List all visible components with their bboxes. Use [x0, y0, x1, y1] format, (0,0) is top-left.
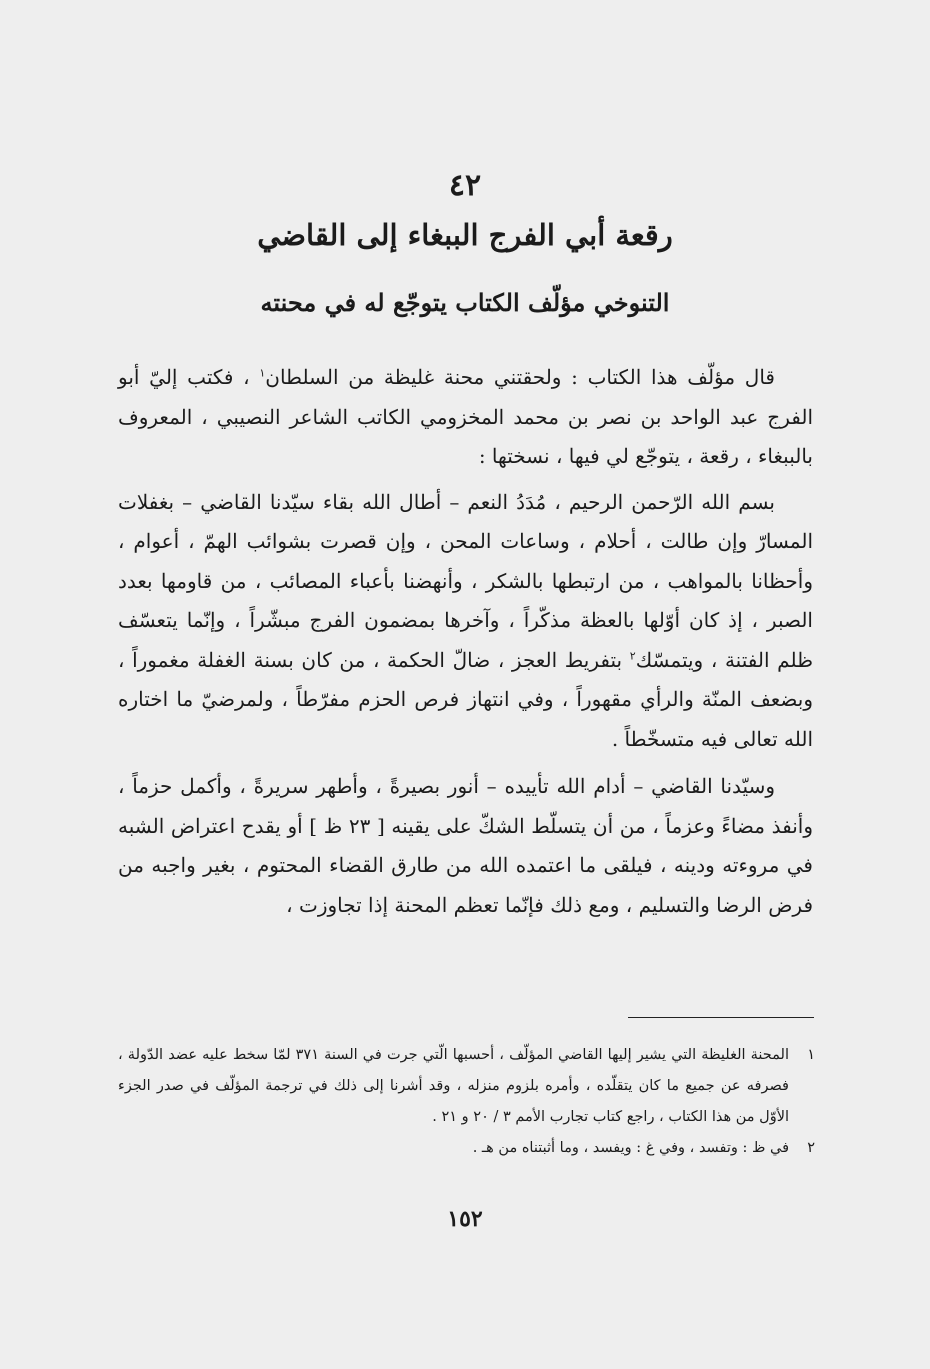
footnote-1	[118, 1040, 815, 1133]
footnote-text: في ظ : وتفسد ، وفي غ : ويفسد ، وما أثبتناه من هـ .	[472, 1140, 789, 1156]
paragraph-text: وسيّدنا القاضي – أدام الله تأييده – أنور بصيرةً ، وأطهر سريرةً ، وأكمل حزماً ، وأنفذ مضاءً وعزماً ، من أن يتسلّط الشكّ على يقينه [ ٢٣ ظ ] أو يقدح اعتراض الشبه في مروءته ودينه ، فيلقى ما اعتمده الله من طارق القضاء المحتوم ، بغير واجبه من فرض الرضا والتسليم ، ومع ذلك فإنّما تعظم المحنة إذا تجاوزت ،	[118, 774, 814, 917]
section-number: ٤٢	[448, 168, 482, 203]
paragraph-2	[118, 483, 813, 760]
footnote-number: ١	[807, 1047, 815, 1063]
paragraph-text: بتفريط العجز ، ضالّ الحكمة ، من كان بسنة الغفلة مغموراً ، وبضعف المنّة والرأي مقهوراً ، وفي انتهاز فرص الحزم مفرّطاً ، ولمرضيّ ما اختاره الله تعالى فيه متسخّطاً .	[118, 647, 813, 751]
footnote-text: المحنة الغليظة التي يشير إليها القاضي المؤلّف ، أحسبها الّتي جرت في السنة ٣٧١ لمّا سخط عليه عضد الدّولة ، فصرفه عن جميع ما كان يتقلّده ، وأمره بلزوم منزله ، وقد أشرنا إلى ذلك في ترجمة المؤلّف في صدر الجزء الأوّل من هذا الكتاب ، راجع كتاب تجارب الأمم ٣ / ٢٠ و ٢١ .	[118, 1047, 789, 1125]
page-title: رقعة أبي الفرج الببغاء إلى القاضي	[257, 218, 673, 252]
footnote-marker: ١	[259, 366, 266, 380]
main-text	[118, 358, 813, 933]
paragraph-text: ، فكتب إليّ أبو الفرج عبد الواحد بن نصر بن محمد المخزومي الكاتب الشاعر النصيبي ، المعروف بالببغاء ، رقعة ، يتوجّع لي فيها ، نسختها :	[118, 365, 813, 468]
footnote-separator	[628, 1017, 814, 1018]
page-number: ١٥٢	[447, 1206, 483, 1232]
paragraph-text: بسم الله الرّحمن الرحيم ، مُدَدُ النعم – أطال الله بقاء سيّدنا القاضي – بغفلات المسارّ وإن طالت ، أحلام ، وساعات المحن ، وإن قصرت بشوائب الهمّ ، أعوام ، وأحظانا بالمواهب ، من ارتبطها بالشكر ، وأنهضنا بأعباء المصائب ، من قاومها بعدد الصبر ، إذ كان أوّلها بالعظة مذكّراً ، وآخرها بمضمون الفرج مبشّراً ، وإنّما يتعسّف ظلم الفتنة ، ويتمسّك	[118, 489, 813, 672]
footnote-2	[118, 1133, 815, 1164]
footnote-number: ٢	[807, 1140, 815, 1156]
paragraph-text: قال مؤلّف هذا الكتاب : ولحقتني محنة غليظة من السلطان	[265, 365, 775, 389]
paragraph-1	[118, 358, 813, 477]
footnote-marker: ٢	[629, 648, 636, 662]
paragraph-3	[118, 767, 813, 925]
footnotes	[118, 1040, 815, 1164]
page-subtitle: التنوخي مؤلّف الكتاب يتوجّع له في محنته	[260, 288, 670, 317]
